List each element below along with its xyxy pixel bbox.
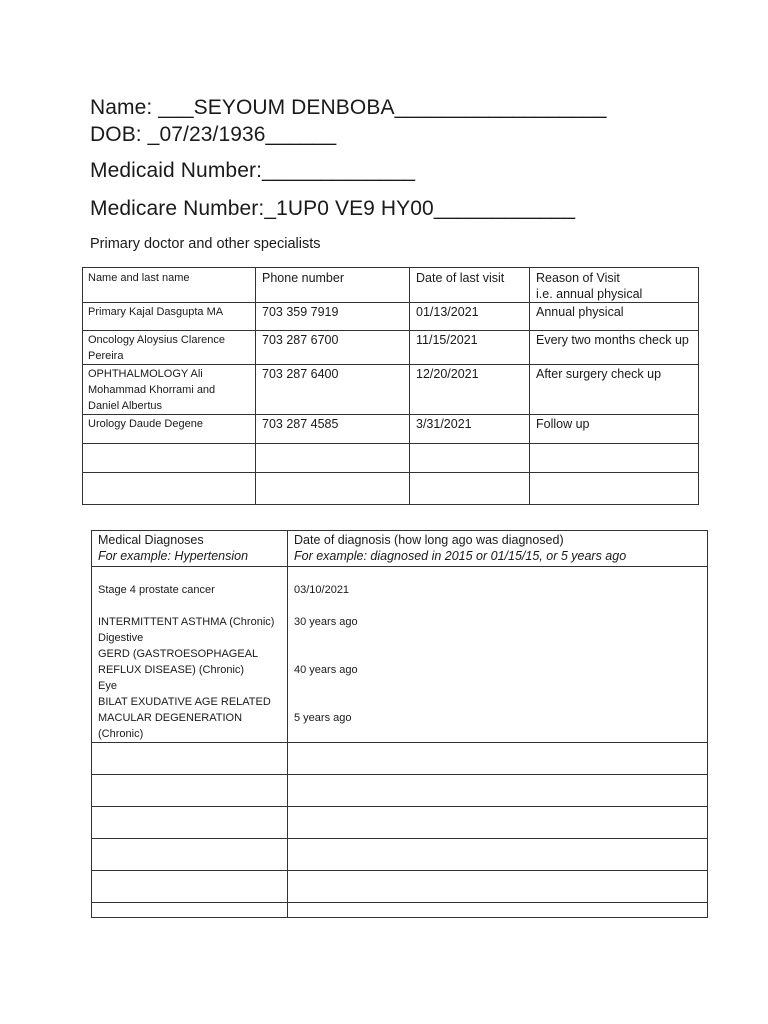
header-date-last-visit: Date of last visit — [410, 268, 530, 303]
diagnosis-dates — [288, 567, 708, 743]
doctor-name: Oncology Aloysius Clarence Pereira — [83, 331, 256, 365]
header-reason — [530, 268, 699, 303]
diagnosis-date: 5 years ago — [294, 712, 352, 724]
doctor-phone: 703 287 6400 — [256, 365, 410, 415]
header-diagnoses-example: For example: Hypertension — [98, 549, 249, 563]
doctor-last-visit: 11/15/2021 — [410, 331, 530, 365]
doctor-reason: After surgery check up — [530, 365, 699, 415]
doctors-table — [82, 267, 699, 505]
diagnosis-date: 40 years ago — [294, 664, 358, 676]
table-row — [83, 303, 699, 331]
doctor-name: Urology Daude Degene — [83, 415, 256, 444]
empty-table-row — [92, 903, 708, 918]
header-diagnoses-title: Medical Diagnoses — [98, 533, 204, 547]
diagnoses-table — [91, 530, 708, 918]
diagnosis-item: BILAT EXUDATIVE AGE RELATED — [98, 696, 271, 708]
header-phone: Phone number — [256, 268, 410, 303]
diagnoses-table-header-row — [92, 531, 708, 567]
diagnosis-item: GERD (GASTROESOPHAGEAL — [98, 648, 259, 660]
header-date-of-diagnosis — [288, 531, 708, 567]
dob-line: DOB: _07/23/1936______ — [90, 123, 337, 146]
doctor-name: OPHTHALMOLOGY Ali Mohammad Khorrami and Daniel Albertus — [83, 365, 256, 415]
diagnosis-item: (Chronic) — [98, 728, 144, 740]
diagnoses-list — [92, 567, 288, 743]
diagnosis-date: 30 years ago — [294, 616, 358, 628]
diagnosis-item: REFLUX DISEASE) (Chronic) — [98, 664, 245, 676]
doctor-phone: 703 287 4585 — [256, 415, 410, 444]
medicaid-number-line: Medicaid Number:_____________ — [90, 159, 416, 182]
empty-table-row — [92, 807, 708, 839]
diagnosis-item: Stage 4 prostate cancer — [98, 584, 215, 596]
empty-table-row — [92, 839, 708, 871]
doctor-last-visit: 3/31/2021 — [410, 415, 530, 444]
table-row — [83, 415, 699, 444]
doctor-reason: Annual physical — [530, 303, 699, 331]
empty-table-row — [92, 775, 708, 807]
doctors-table-header-row — [83, 268, 699, 303]
doctor-reason: Follow up — [530, 415, 699, 444]
doctor-phone: 703 287 6700 — [256, 331, 410, 365]
table-row — [83, 365, 699, 415]
header-date-title: Date of diagnosis (how long ago was diagnosed) — [294, 533, 564, 547]
doctor-reason: Every two months check up — [530, 331, 699, 365]
empty-table-row — [83, 444, 699, 473]
header-reason-title: Reason of Visit — [536, 271, 620, 285]
diagnosis-date: 03/10/2021 — [294, 584, 350, 596]
empty-table-row — [92, 871, 708, 903]
empty-table-row — [92, 743, 708, 775]
patient-name-line: Name: ___SEYOUM DENBOBA__________________ — [90, 96, 607, 119]
medicare-number-line: Medicare Number:_1UP0 VE9 HY00____________ — [90, 197, 576, 220]
doctor-phone: 703 359 7919 — [256, 303, 410, 331]
diagnosis-category: Eye — [98, 680, 117, 692]
table-row — [83, 331, 699, 365]
diagnoses-content-row — [92, 567, 708, 743]
doctor-name: Primary Kajal Dasgupta MA — [83, 303, 256, 331]
header-name: Name and last name — [83, 268, 256, 303]
header-date-example: For example: diagnosed in 2015 or 01/15/15, or 5 years ago — [294, 549, 627, 563]
doctor-last-visit: 01/13/2021 — [410, 303, 530, 331]
diagnosis-item: MACULAR DEGENERATION — [98, 712, 243, 724]
header-medical-diagnoses — [92, 531, 288, 567]
empty-table-row — [83, 473, 699, 505]
doctor-last-visit: 12/20/2021 — [410, 365, 530, 415]
header-reason-example: i.e. annual physical — [536, 287, 643, 301]
diagnosis-category: Digestive — [98, 632, 144, 644]
section-title: Primary doctor and other specialists — [90, 236, 321, 252]
diagnosis-item: INTERMITTENT ASTHMA (Chronic) — [98, 616, 275, 628]
